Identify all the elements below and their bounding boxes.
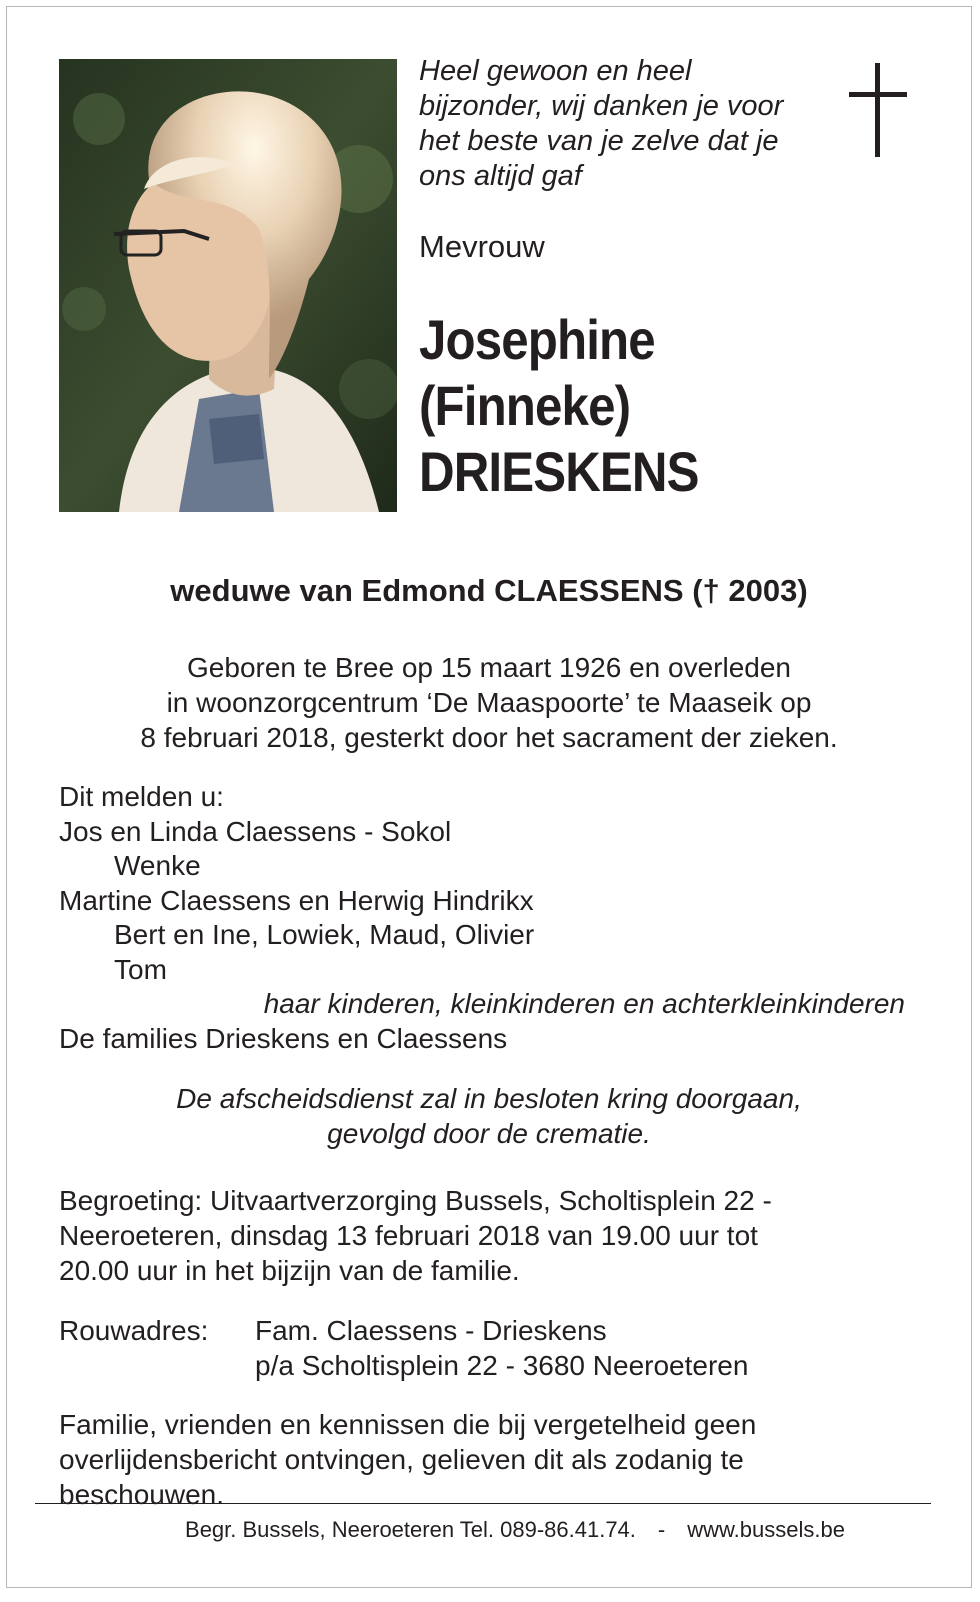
portrait-photo [59, 59, 397, 512]
extended-families: De families Drieskens en Claessens [59, 1022, 508, 1054]
family-member: Wenke [114, 850, 201, 881]
salutation: Mevrouw [419, 229, 545, 264]
footer-website-link[interactable]: www.bussels.be [687, 1517, 845, 1542]
family-relation: haar kinderen, kleinkinderen en achterkleinkinderen [263, 988, 905, 1019]
family-member: Tom [114, 953, 167, 985]
first-name: Josephine [419, 308, 655, 371]
greeting-line: Begroeting: Uitvaartverzorging Bussels, Scholtisplein 22 - [59, 1185, 772, 1216]
birth-line: in woonzorgcentrum ‘De Maaspoorte’ te Maaseik op [166, 687, 812, 718]
address-line: p/a Scholtisplein 22 - 3680 Neeroeteren [255, 1350, 749, 1381]
footer-company: Begr. Bussels, Neeroeteren Tel. 089-86.41.74. [185, 1517, 636, 1542]
greeting-line: Neeroeteren, dinsdag 13 februari 2018 van 19.00 uur tot [59, 1220, 758, 1251]
footer [33, 1517, 980, 1543]
memorial-quote [419, 54, 839, 194]
family-announcement [59, 780, 919, 1056]
notice-line: beschouwen. [59, 1479, 225, 1510]
family-member: Martine Claessens en Herwig Hindrikx [59, 884, 534, 916]
notice-line: Familie, vrienden en kennissen die bij vergetelheid geen [59, 1409, 757, 1440]
obituary-card [6, 6, 972, 1588]
greeting-line: 20.00 uur in het bijzijn van de familie. [59, 1255, 520, 1286]
latin-cross-icon [849, 63, 907, 157]
service-line: gevolgd door de crematie. [327, 1118, 651, 1149]
notice-line: overlijdensbericht ontvingen, gelieven dit als zodanig te [59, 1444, 744, 1475]
widow-line: weduwe van Edmond CLAESSENS († 2003) [170, 573, 808, 608]
portrait-illustration [59, 59, 397, 512]
greeting-details [59, 1183, 919, 1288]
last-name: DRIESKENS [419, 440, 699, 503]
quote-line: ons altijd gaf [419, 160, 582, 192]
notice-paragraph [59, 1407, 919, 1512]
nickname: (Finneke) [419, 374, 631, 437]
deceased-name [419, 307, 699, 505]
family-member: Bert en Ine, Lowiek, Maud, Olivier [114, 919, 535, 950]
service-line: De afscheidsdienst zal in besloten kring doorgaan, [176, 1083, 802, 1114]
birth-death-details [7, 650, 971, 755]
footer-divider [35, 1503, 931, 1504]
quote-line: het beste van je zelve dat je [419, 125, 779, 157]
birth-line: 8 februari 2018, gesterkt door het sacrament der zieken. [140, 722, 838, 753]
address-line: Fam. Claessens - Drieskens [255, 1315, 607, 1346]
address-label: Rouwadres: [59, 1315, 209, 1346]
family-intro: Dit melden u: [59, 781, 224, 812]
birth-line: Geboren te Bree op 15 maart 1926 en overleden [187, 652, 791, 683]
funeral-service-note [7, 1081, 971, 1151]
quote-line: bijzonder, wij danken je voor [419, 90, 784, 122]
footer-separator: - [657, 1517, 666, 1542]
address-value [255, 1313, 915, 1383]
family-member: Jos en Linda Claessens - Sokol [59, 815, 452, 847]
quote-line: Heel gewoon en heel [419, 55, 692, 87]
